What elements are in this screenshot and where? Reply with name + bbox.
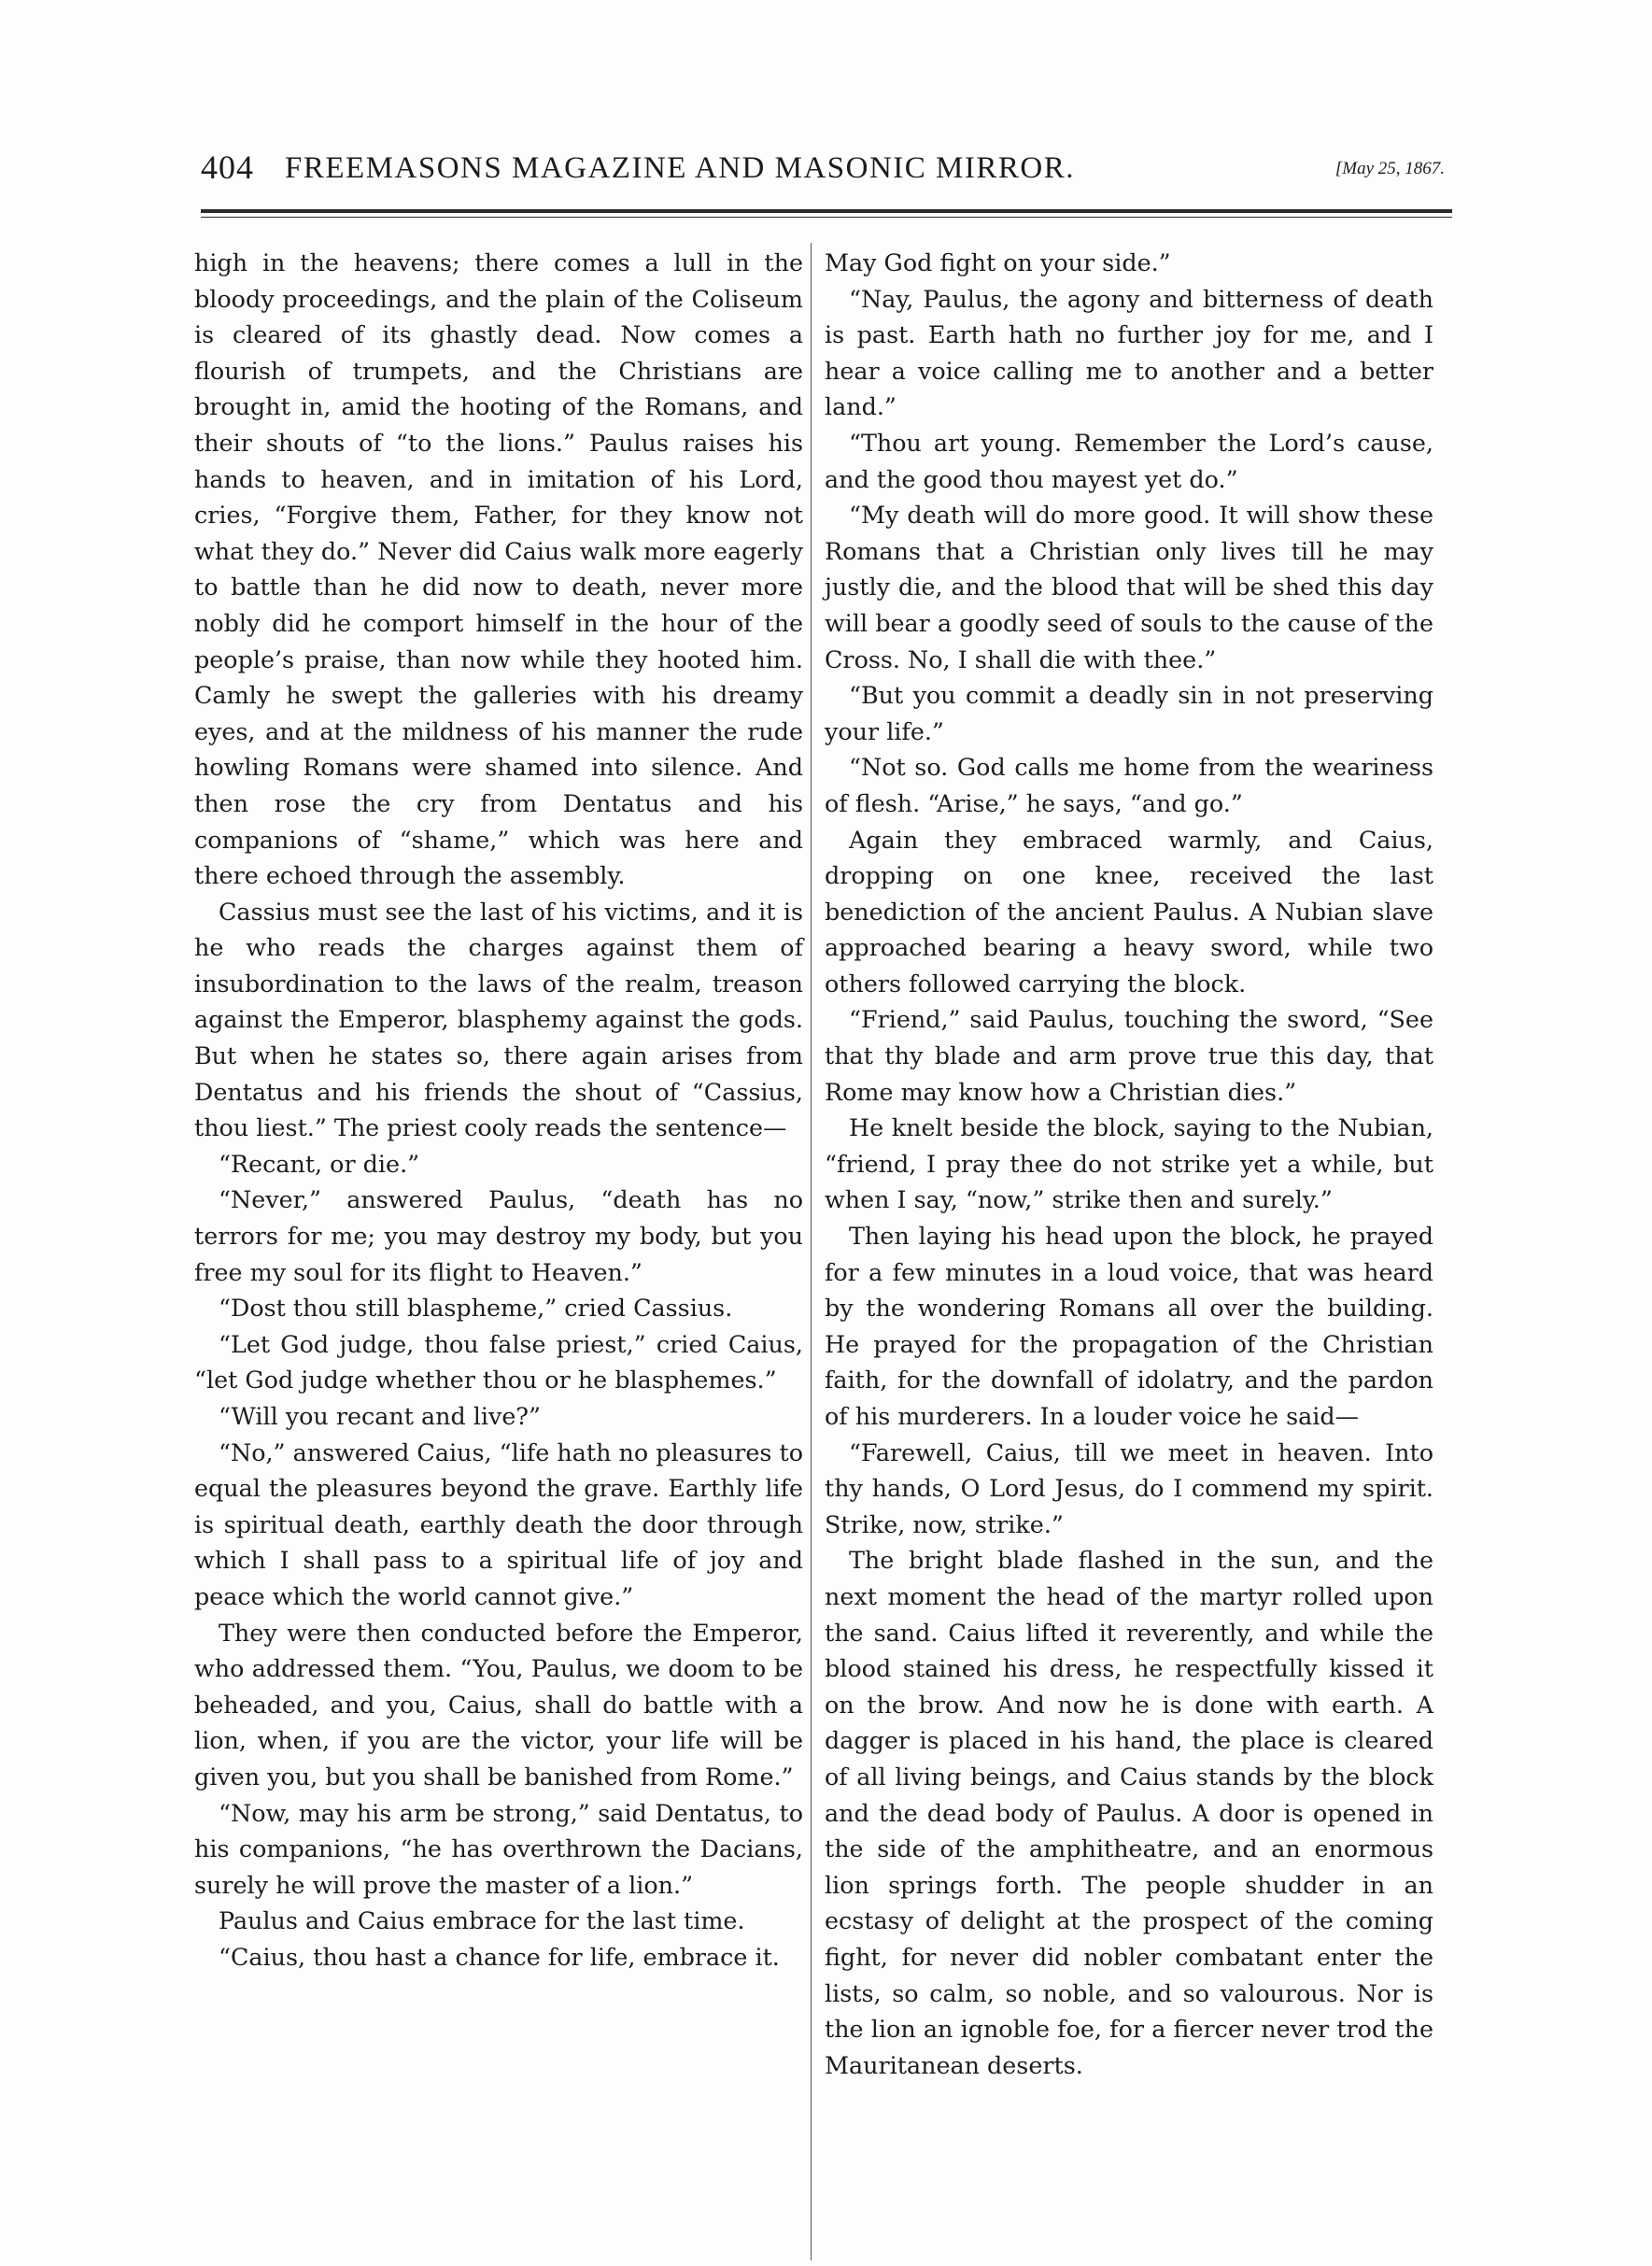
paragraph: “Will you recant and live?” <box>219 1402 541 1430</box>
paragraph: “Friend,” said Paulus, touching the sword, “See that thy blade and arm prove true this day, that Rome may know how a Christian dies.” <box>825 1005 1433 1106</box>
paragraph: high in the heavens; there comes a lull in the bloody proceedings, and the plain of the Coliseum is cleared of its ghastly dead. Now comes a flourish of trumpets, and the Christians are brought in, amid the hooting of the Romans, and their shouts of “to the lions.” Paulus raises his hands to heaven, and in imitation of his Lord, cries, “Forgive them, Father, for they know not what they do.” Never did Caius walk more eagerly to battle than he did now to death, never more nobly did he comport himself in the hour of the people’s praise, than now while they hooted him. Camly he swept the galleries with his dreamy eyes, and at the mildness of his manner the rude howling Romans were shamed into silence. And then rose the cry from Dentatus and his companions of “shame,” which was here and there echoed through the assembly. <box>194 248 803 890</box>
paragraph: “Not so. God calls me home from the weariness of flesh. “Arise,” he says, “and go.” <box>825 753 1433 817</box>
issue-date: [May 25, 1867. <box>1334 159 1445 178</box>
paragraph: Paulus and Caius embrace for the last time. <box>219 1906 745 1935</box>
paragraph: Then laying his head upon the block, he prayed for a few minutes in a loud voice, that was heard by the wondering Romans all over the building. He prayed for the propagation of the Christian faith, for the downfall of idolatry, and the pardon of his murderers. In a louder voice he said— <box>825 1222 1433 1430</box>
paragraph: May God fight on your side.” <box>825 248 1171 276</box>
paragraph: Again they embraced warmly, and Caius, dropping on one knee, received the last benediction of the ancient Paulus. A Nubian slave approached bearing a heavy sword, while two others followed carrying the block. <box>825 825 1433 998</box>
right-column <box>825 245 1433 2083</box>
paragraph: “Now, may his arm be strong,” said Dentatus, to his companions, “he has overthrown the Dacians, surely he will prove the master of a lion.” <box>194 1798 803 1899</box>
paragraph: “Dost thou still blaspheme,” cried Cassius. <box>219 1294 733 1323</box>
paragraph: “Caius, thou hast a chance for life, embrace it. <box>219 1942 780 1971</box>
paragraph: “Farewell, Caius, till we meet in heaven. Into thy hands, O Lord Jesus, do I commend my spirit. Strike, now, strike.” <box>825 1437 1433 1538</box>
left-column <box>194 245 803 1976</box>
page-header <box>201 148 1461 204</box>
running-title: FREEMASONS MAGAZINE AND MASONIC MIRROR. <box>285 151 1076 185</box>
paragraph: “Nay, Paulus, the agony and bitterness of death is past. Earth hath no further joy for me, and I hear a voice calling me to another and a better land.” <box>825 284 1433 421</box>
paragraph: Cassius must see the last of his victims, and it is he who reads the charges against them of insubordination to the laws of the realm, treason against the Emperor, blasphemy against the gods. But when he states so, there again arises from Dentatus and his friends the shout of “Cassius, thou liest.” The priest cooly reads the sentence— <box>194 897 803 1142</box>
page-number: 404 <box>201 149 254 186</box>
paragraph: “My death will do more good. It will show these Romans that a Christian only lives till he may justly die, and the blood that will be shed this day will bear a goodly seed of souls to the cause of the Cross. No, I shall die with thee.” <box>825 501 1433 673</box>
column-divider <box>811 243 812 2260</box>
paragraph: “Recant, or die.” <box>219 1149 420 1178</box>
header-rule-thin <box>201 217 1452 218</box>
paragraph: “Never,” answered Paulus, “death has no terrors for me; you may destroy my body, but you free my soul for its flight to Heaven.” <box>194 1185 803 1286</box>
paragraph: “Thou art young. Remember the Lord’s cause, and the good thou mayest yet do.” <box>825 428 1433 493</box>
paragraph: “No,” answered Caius, “life hath no pleasures to equal the pleasures beyond the grave. Earthly life is spiritual death, earthly death the door through which I shall pass to a spiritual life of joy and peace which the world cannot give.” <box>194 1437 803 1610</box>
header-rule <box>201 209 1452 213</box>
paragraph: “But you commit a deadly sin in not preserving your life.” <box>825 681 1433 745</box>
paragraph: “Let God judge, thou false priest,” cried Caius, “let God judge whether thou or he blasphemes.” <box>194 1329 803 1395</box>
paragraph: The bright blade flashed in the sun, and the next moment the head of the martyr rolled upon the sand. Caius lifted it reverently, and while the blood stained his dress, he respectfully kissed it on the brow. And now he is done with earth. A dagger is placed in his hand, the place is cleared of all living beings, and Caius stands by the block and the dead body of Paulus. A door is opened in the side of the amphitheatre, and an enormous lion springs forth. The people shudder in an ecstasy of delight at the prospect of the coming fight, for never did nobler combatant enter the lists, so calm, so noble, and so valourous. Nor is the lion an ignoble foe, for a fiercer never trod the Mauritanean deserts. <box>825 1546 1433 2079</box>
paragraph: They were then conducted before the Emperor, who addressed them. “You, Paulus, we doom to be beheaded, and you, Caius, shall do battle with a lion, when, if you are the victor, your life will be given you, but you shall be banished from Rome.” <box>194 1618 803 1791</box>
paragraph: He knelt beside the block, saying to the Nubian, “friend, I pray thee do not strike yet a while, but when I say, “now,” strike then and surely.” <box>825 1113 1433 1214</box>
